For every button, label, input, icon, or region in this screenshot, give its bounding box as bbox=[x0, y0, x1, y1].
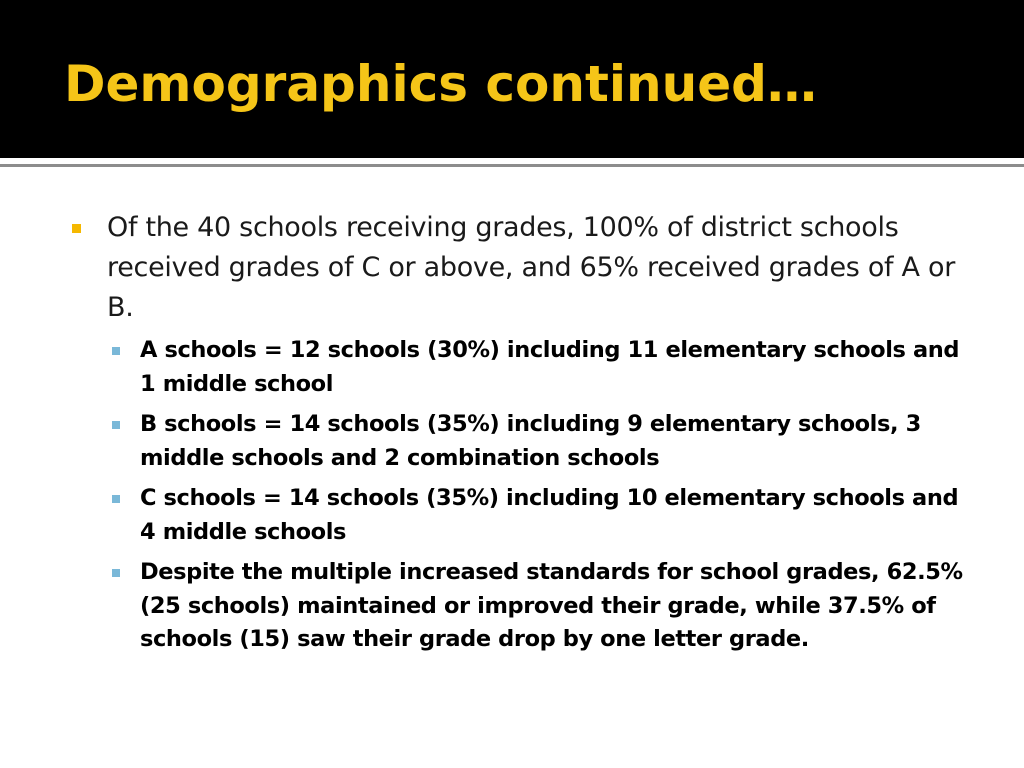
sub-bullet-text: Despite the multiple increased standards for school grades, 62.5% (25 schools) maintained or improved their grade, while 37.5% of schools (15) saw their grade drop by one letter grade. bbox=[140, 559, 963, 652]
sub-bullet-text: A schools = 12 schools (30%) including 11 elementary schools and 1 middle school bbox=[140, 337, 960, 397]
square-bullet-icon bbox=[112, 347, 120, 355]
square-bullet-icon bbox=[72, 224, 81, 233]
title-bar bbox=[0, 0, 1024, 158]
bullet-level1-text: Of the 40 schools receiving grades, 100% of district schools received grades of C or above, and 65% received grades of A or B. bbox=[107, 212, 955, 323]
sub-bullet-text: C schools = 14 schools (35%) including 10 elementary schools and 4 middle schools bbox=[140, 485, 959, 545]
sub-bullet-b-schools bbox=[140, 408, 970, 475]
title-divider bbox=[0, 158, 1024, 163]
slide-body bbox=[72, 208, 972, 664]
slide-title: Demographics continued… bbox=[64, 55, 817, 113]
bullet-level1 bbox=[72, 208, 972, 328]
sub-bullet-c-schools bbox=[140, 482, 970, 549]
sub-bullet-text: B schools = 14 schools (35%) including 9 elementary schools, 3 middle schools and 2 combination schools bbox=[140, 411, 921, 471]
square-bullet-icon bbox=[112, 421, 120, 429]
square-bullet-icon bbox=[112, 569, 120, 577]
title-divider-line bbox=[0, 164, 1024, 167]
sub-bullet-a-schools bbox=[140, 334, 970, 401]
sub-bullet-list bbox=[72, 334, 972, 657]
square-bullet-icon bbox=[112, 495, 120, 503]
sub-bullet-grade-changes bbox=[140, 556, 970, 657]
